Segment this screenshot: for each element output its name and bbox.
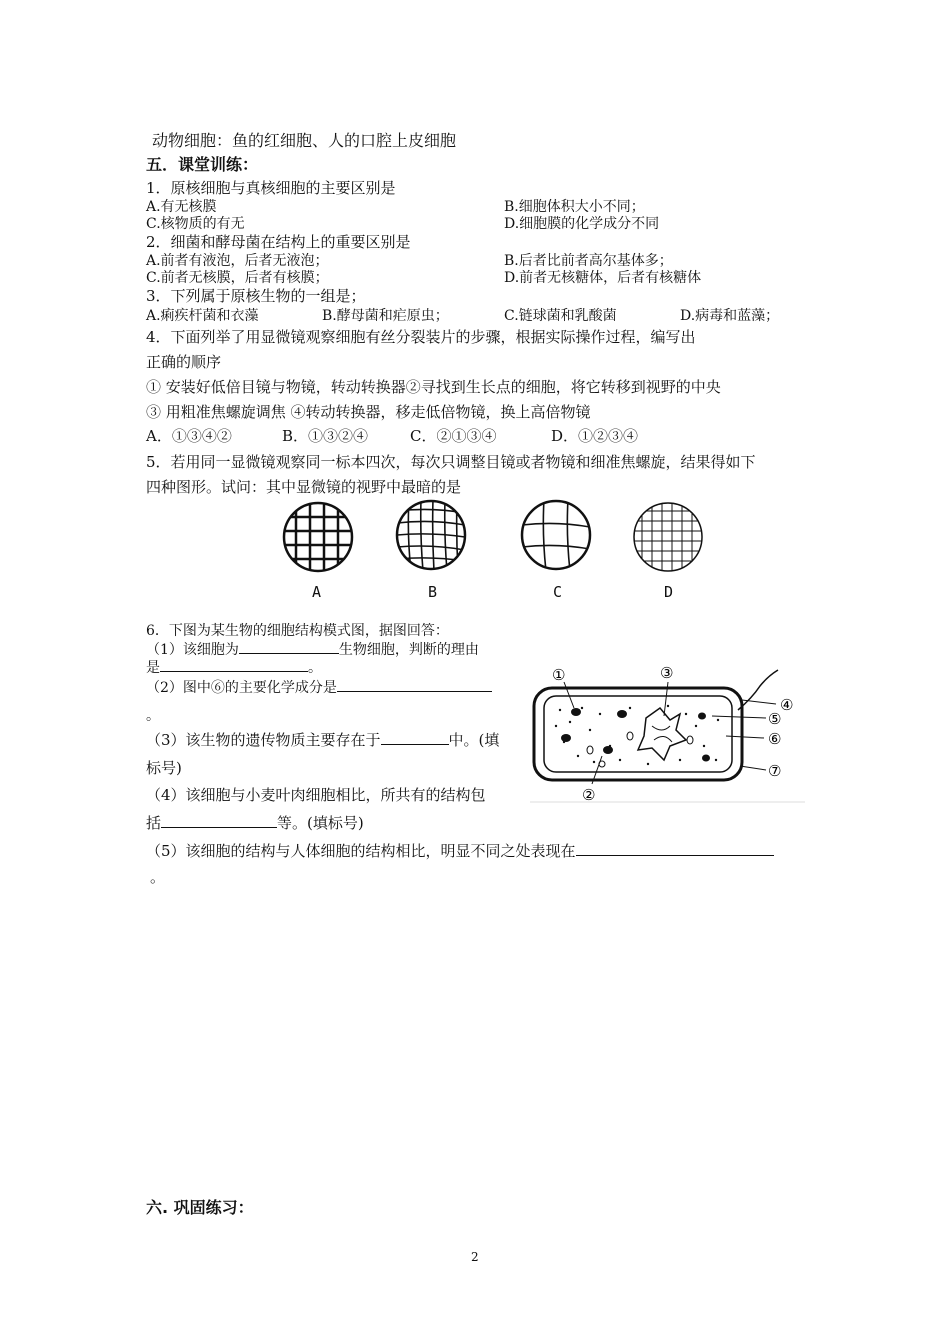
q6-part1 — [146, 639, 479, 659]
field-label-a: A — [312, 583, 322, 601]
label-5: ⑤ — [768, 710, 782, 728]
label-2: ② — [582, 786, 596, 804]
cell-structure-diagram — [530, 660, 805, 805]
label-7: ⑦ — [768, 762, 782, 780]
q3-option-b: B.酵母菌和疟原虫； — [322, 308, 449, 324]
q2-stem: 2．细菌和酵母菌在结构上的重要区别是 — [146, 233, 411, 251]
q1-stem: 1．原核细胞与真核细胞的主要区别是 — [146, 179, 396, 197]
q6-part4-c: 等。(填标号) — [277, 814, 364, 832]
section6-title: 六. 巩固练习： — [146, 1198, 254, 1217]
q1-option-d: D.细胞膜的化学成分不同 — [504, 216, 660, 232]
q6-part3-b: 中。(填 — [448, 731, 500, 749]
q6-part1-d: 。 — [308, 660, 322, 676]
label-6: ⑥ — [768, 730, 782, 748]
q6-part2 — [146, 677, 492, 697]
q6-part2-end: 。 — [146, 708, 160, 724]
microscope-fields-figure — [270, 495, 720, 605]
label-1: ① — [552, 666, 566, 684]
q4-option-b: B．①③②④ — [282, 427, 369, 445]
q6-part3 — [146, 729, 499, 750]
field-d — [634, 501, 702, 573]
q1-option-c: C.核物质的有无 — [146, 216, 245, 232]
field-label-c: C — [553, 583, 563, 601]
q4-steps-line1: ① 安装好低倍目镜与物镜，转动转换器②寻找到生长点的细胞，将它转移到视野的中央 — [146, 378, 721, 396]
q6-blank-4[interactable] — [381, 730, 449, 745]
q6-part3-a: （3）该生物的遗传物质主要存在于 — [146, 731, 381, 749]
page-number: 2 — [471, 1250, 479, 1264]
q3-option-c: C.链球菌和乳酸菌 — [504, 308, 617, 324]
q4-stem-line2: 正确的顺序 — [146, 353, 222, 371]
q6-blank-3[interactable] — [337, 677, 492, 692]
q2-option-b: B.后者比前者高尔基体多； — [504, 253, 673, 269]
q2-option-c: C.前者无核膜，后者有核膜； — [146, 270, 329, 286]
q3-option-d: D.病毒和蓝藻； — [680, 308, 780, 324]
q6-part4-cont — [146, 812, 364, 833]
section5-title: 五．课堂训练： — [146, 155, 259, 174]
q6-blank-6[interactable] — [576, 841, 774, 856]
q6-part4-b: 括 — [146, 814, 162, 832]
field-label-b: B — [428, 583, 438, 601]
q6-part1-cont — [146, 657, 322, 677]
field-label-d: D — [664, 583, 674, 601]
q3-option-a: A.痢疾杆菌和衣藻 — [146, 308, 259, 324]
q6-part5 — [146, 840, 774, 861]
intro-line: 动物细胞：鱼的红细胞、人的口腔上皮细胞 — [152, 131, 457, 150]
q6-part1-a: （1）该细胞为 — [146, 642, 239, 658]
q6-part1-b: 生物细胞，判断的理由 — [338, 642, 479, 658]
q6-part1-c: 是 — [146, 660, 160, 676]
q4-steps-line2: ③ 用粗准焦螺旋调焦 ④转动转换器，移走低倍物镜，换上高倍物镜 — [146, 403, 591, 421]
q4-option-d: D．①②③④ — [551, 427, 639, 445]
q6-part5-end: 。 — [150, 868, 166, 886]
q6-blank-2[interactable] — [160, 657, 308, 672]
q1-option-b: B.细胞体积大小不同； — [504, 199, 645, 215]
q6-part5-a: （5）该细胞的结构与人体细胞的结构相比，明显不同之处表现在 — [146, 842, 576, 860]
q6-part4: （4）该细胞与小麦叶肉细胞相比，所共有的结构包 — [146, 786, 486, 804]
q5-stem-line2: 四种图形。试问：其中显微镜的视野中最暗的是 — [146, 478, 462, 496]
q2-option-d: D.前者无核糖体，后者有核糖体 — [504, 270, 702, 286]
field-b — [397, 499, 465, 571]
q1-option-a: A.有无核膜 — [146, 199, 217, 215]
q4-option-a: A．①③④② — [146, 427, 232, 445]
label-4: ④ — [780, 696, 794, 714]
q3-stem: 3．下列属于原核生物的一组是； — [146, 287, 366, 305]
q6-part2-a: （2）图中⑥的主要化学成分是 — [146, 680, 337, 696]
q6-blank-1[interactable] — [239, 639, 339, 654]
q4-option-c: C．②①③④ — [410, 427, 497, 445]
q4-stem-line1: 4．下面列举了用显微镜观察细胞有丝分裂装片的步骤，根据实际操作过程，编写出 — [146, 328, 696, 346]
field-c — [522, 499, 590, 571]
q5-stem-line1: 5．若用同一显微镜观察同一标本四次，每次只调整目镜或者物镜和细准焦螺旋，结果得如下 — [146, 453, 756, 471]
q6-stem: 6．下图为某生物的细胞结构模式图，据图回答： — [146, 623, 449, 639]
q2-option-a: A.前者有液泡，后者无液泡； — [146, 253, 329, 269]
label-3: ③ — [660, 664, 674, 682]
q6-part3-cont: 标号) — [146, 759, 182, 777]
field-a — [284, 501, 354, 573]
q6-blank-5[interactable] — [161, 813, 277, 828]
